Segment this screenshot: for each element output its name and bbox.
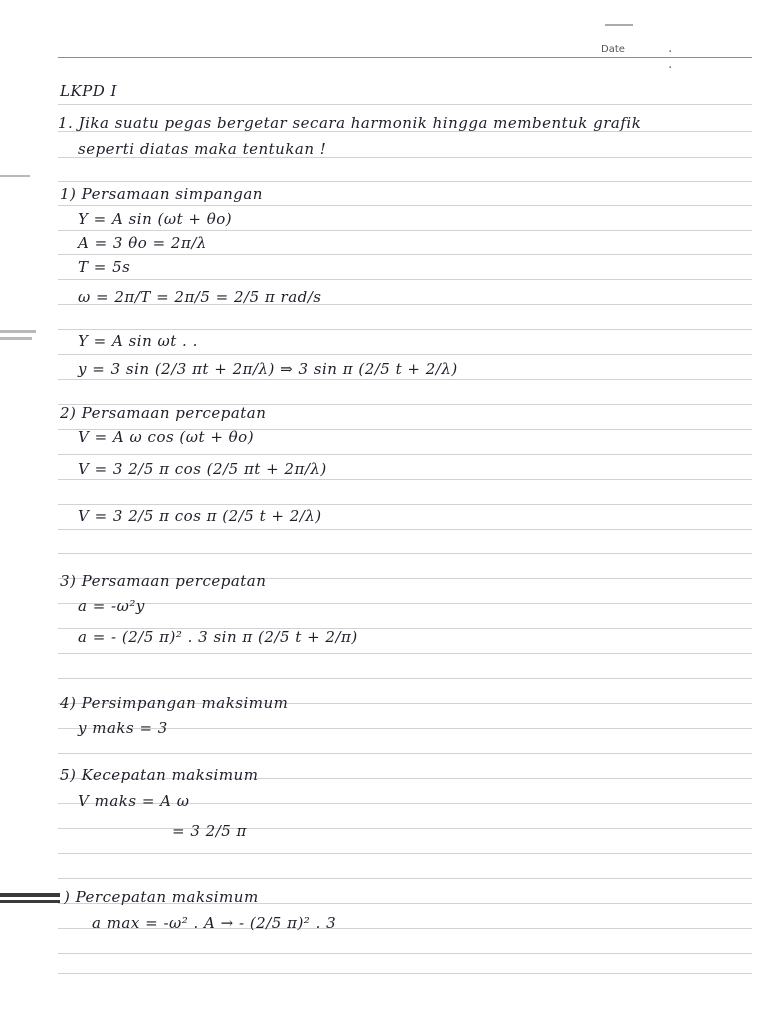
rule-line — [58, 828, 752, 829]
rule-line — [58, 504, 752, 505]
margin-mark — [0, 337, 32, 340]
rule-line — [58, 973, 752, 974]
formula-line: Y = A sin ωt . . — [78, 332, 198, 350]
rule-line — [58, 279, 752, 280]
rule-line — [58, 553, 752, 554]
margin-mark — [0, 893, 60, 897]
section-heading: ) Percepatan maksimum — [64, 888, 259, 906]
section-heading: 4) Persimpangan maksimum — [60, 694, 289, 712]
worksheet-title: LKPD I — [60, 82, 117, 100]
formula-line: V = A ω cos (ωt + θo) — [78, 428, 255, 446]
rule-line — [58, 454, 752, 455]
rule-line — [58, 57, 752, 58]
rule-line — [58, 653, 752, 654]
rule-line — [58, 479, 752, 480]
section-heading: 5) Kecepatan maksimum — [60, 766, 259, 784]
formula-line: y maks = 3 — [78, 719, 168, 737]
formula-line: V = 3 2/5 π cos π (2/5 t + 2/λ) — [78, 507, 322, 525]
rule-line — [58, 181, 752, 182]
rule-line — [58, 205, 752, 206]
rule-line — [58, 953, 752, 954]
section-heading: 2) Persamaan percepatan — [60, 404, 267, 422]
margin-mark — [0, 175, 30, 177]
formula-line: V maks = A ω — [78, 792, 190, 810]
formula-line: T = 5s — [78, 258, 131, 276]
rule-line — [58, 379, 752, 380]
formula-line: V = 3 2/5 π cos (2/5 πt + 2π/λ) — [78, 460, 327, 478]
formula-line: a max = -ω² . A → - (2/5 π)² . 3 — [92, 914, 337, 932]
rule-line — [58, 329, 752, 330]
formula-line: y = 3 sin (2/3 πt + 2π/λ) ⇒ 3 sin π (2/5 t + 2/λ) — [78, 360, 458, 378]
question-line: seperti diatas maka tentukan ! — [78, 140, 327, 158]
rule-line — [58, 104, 752, 105]
margin-mark — [0, 900, 60, 903]
formula-line: A = 3 θo = 2π/λ — [78, 234, 207, 252]
rule-line — [58, 853, 752, 854]
formula-line: a = -ω²y — [78, 597, 145, 615]
rule-line — [58, 254, 752, 255]
section-heading: 3) Persamaan percepatan — [60, 572, 267, 590]
rule-line — [58, 529, 752, 530]
question-line: 1. Jika suatu pegas bergetar secara harmonik hingga membentuk grafik — [58, 114, 642, 132]
rule-line — [58, 603, 752, 604]
section-heading: 1) Persamaan simpangan — [60, 185, 263, 203]
date-dots: . . — [668, 40, 703, 72]
date-label: Date — [601, 44, 625, 55]
formula-line: ω = 2π/T = 2π/5 = 2/5 π rad/s — [78, 288, 322, 306]
formula-line: a = - (2/5 π)² . 3 sin π (2/5 t + 2/π) — [78, 628, 358, 646]
rule-line — [58, 678, 752, 679]
formula-line: Y = A sin (ωt + θo) — [78, 210, 233, 228]
rule-line — [58, 753, 752, 754]
formula-line: = 3 2/5 π — [172, 822, 247, 840]
margin-mark — [605, 24, 633, 26]
rule-line — [58, 878, 752, 879]
margin-mark — [0, 330, 36, 333]
rule-line — [58, 354, 752, 355]
rule-line — [58, 230, 752, 231]
